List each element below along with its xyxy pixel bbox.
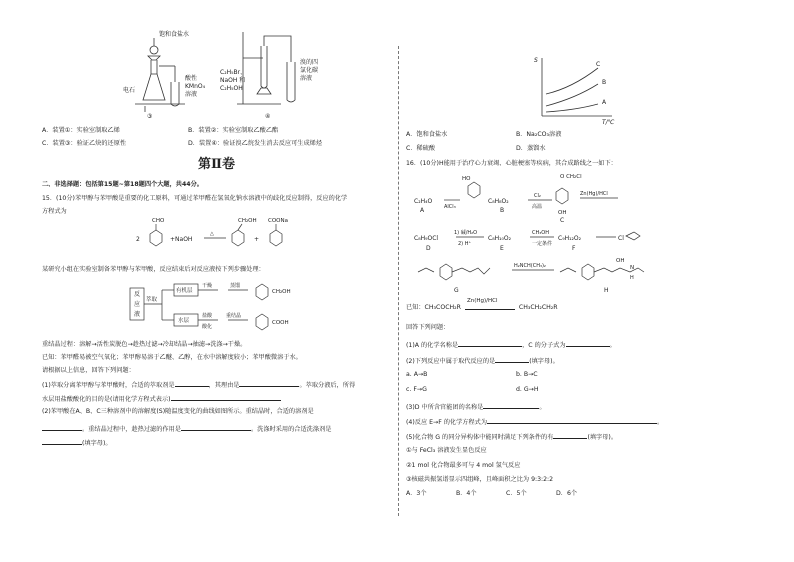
q16-instruction: 回答下列问题： <box>406 324 450 331</box>
q16-p4a: (4)反应 E→F 的化学方程式为 <box>406 419 488 426</box>
device-3-number: ③ <box>147 113 153 120</box>
scheme-c: C <box>560 217 565 224</box>
q15-intro-1: 15．(10分)苯甲醇与苯甲酸是重要的化工原料，可通过苯甲醛在氢氧化钠水溶液中的歧化反应制得，反应的化学 <box>42 195 348 202</box>
phenol-ring <box>468 182 480 198</box>
curve-c-label: C <box>596 61 601 68</box>
product1-ring <box>256 284 268 300</box>
flow-organic-layer: 有机层 <box>176 288 193 294</box>
scheme-ch2cl: O CH₂Cl <box>560 174 582 180</box>
scheme-nh-h: H <box>630 275 634 281</box>
column-divider <box>398 46 399 516</box>
q16-p2: (2)下列反应中属于取代反应的是 <box>406 358 496 365</box>
q15-known: 已知：苯甲醛易被空气氧化；苯甲醇易溶于乙醚、乙醇，在水中溶解度较小；苯甲酸微溶于水。 <box>42 354 302 361</box>
q16-p2-opt-c: c. F→G <box>406 386 427 393</box>
q15-intro-2: 方程式为 <box>42 208 67 215</box>
option-a: A．装置①：实验室制取乙烯 <box>42 127 120 134</box>
scheme-oh2: OH <box>616 258 625 264</box>
kmno4-label-2: KMnO₄ <box>185 83 206 90</box>
option-d: D．装置④：验证溴乙烷发生消去反应可生成烯烃 <box>188 140 323 147</box>
graph-y-label: S <box>534 57 538 64</box>
q16-known-arrow <box>465 297 515 310</box>
scheme-condition: 一定条件 <box>532 241 553 247</box>
q15-recryst-process: 重结晶过程：溶解→活性炭脱色→趁热过滤→冷却结晶→抽滤→洗涤→干燥。 <box>42 341 247 348</box>
flow-aqueous-layer: 水层 <box>178 318 190 324</box>
q16-p1c: 。 <box>609 342 616 349</box>
q16-part1 <box>406 340 616 350</box>
flow-dry: 干燥 <box>202 283 213 289</box>
q15-blank-5[interactable] <box>181 424 251 431</box>
curve-b-label: B <box>602 79 607 86</box>
graph-option-b: B．Na₂CO₃溶液 <box>516 131 562 138</box>
scheme-a: A <box>420 207 425 214</box>
q15-p2d: (填字母)。 <box>82 440 112 447</box>
scheme-c9h12o2: C₉H₁₂O₂ <box>558 235 582 242</box>
curve-a-label: A <box>602 99 607 106</box>
q15-p1a: (1)萃取分离苯甲醇与苯甲酸时，合适的萃取剂是 <box>42 382 175 389</box>
q15-blank-3[interactable] <box>171 394 281 401</box>
benzene-ring-2 <box>232 230 244 246</box>
svg-text:+: + <box>254 236 260 243</box>
scheme-c8h9ocl: C₈H₉OCl <box>414 235 439 242</box>
synthesis-scheme <box>404 170 774 300</box>
scheme-alcl3: AlCl₃ <box>444 204 456 210</box>
scheme-ch3oh: CH₃OH <box>532 230 549 236</box>
q16-p4b: 。 <box>657 419 664 426</box>
q15-p2a: (2)苯甲酸在A、B、C三种溶剂中的溶解度(S)随温度变化的曲线如图所示。重结晶时，合适的溶剂是 <box>42 408 314 415</box>
q15-part2-line3 <box>42 438 112 448</box>
scheme-cl2: Cl₂ <box>534 193 541 199</box>
option-c: C．装置③：验证乙炔的还原性 <box>42 140 127 147</box>
option-b: B．装置②：实验室制取乙酸乙酯 <box>188 127 279 134</box>
q16-known-a: 已知：CH₃COCH₂R <box>406 304 461 311</box>
graph-option-d: D．蒸馏水 <box>516 145 546 152</box>
q15-blank-6[interactable] <box>42 438 82 445</box>
q16-p2-opt-a: a. A→B <box>406 371 428 378</box>
q16-part4 <box>406 417 663 427</box>
scheme-zn-hg: Zn(Hg)/HCl <box>580 191 608 197</box>
q16-part2 <box>406 356 559 366</box>
reagent-label-3: C₂H₅OH <box>220 85 243 92</box>
q15-equation <box>130 216 350 256</box>
scheme-oh: OH <box>558 210 567 216</box>
calcium-carbide-label: 电石 <box>123 87 136 94</box>
eq-coona: COONa <box>268 218 288 224</box>
q15-p2b: 。重结晶过程中，趁热过滤的作用是 <box>82 426 181 433</box>
scheme-c8h8o2: C₈H₈O₂ <box>488 198 509 205</box>
eq-coefficient: 2 <box>136 236 140 243</box>
q16-p5b: (填字母)。 <box>587 434 618 441</box>
scheme-b: B <box>500 207 505 214</box>
q16-part5 <box>406 432 617 442</box>
q15-part1-line1 <box>42 380 355 390</box>
scheme-d: D <box>426 245 431 252</box>
compound-g-ring <box>440 264 452 280</box>
scheme-h-step: 2) H⁺ <box>458 241 472 247</box>
q16-p2-opt-b: b. B→C <box>516 371 538 378</box>
benzene-ring-3 <box>270 230 282 246</box>
bromine-label-2: 氯化碳 <box>300 67 319 74</box>
q16-blank-4[interactable] <box>483 402 539 409</box>
q16-known <box>406 297 558 312</box>
q16-blank-3[interactable] <box>495 356 529 363</box>
scheme-ho: HO <box>462 176 471 182</box>
q15-blank-1[interactable] <box>175 380 209 387</box>
q16-p2-opt-d: d. G→H <box>516 386 539 393</box>
q15-part2-line2 <box>42 424 331 434</box>
q15-blank-4[interactable] <box>42 424 82 431</box>
flow-recrystallize: 重结晶 <box>226 313 242 319</box>
compound-h-ring <box>582 264 594 280</box>
flow-product1: CH₂OH <box>272 289 291 295</box>
q16-blank-5[interactable] <box>487 417 657 424</box>
q16-blank-6[interactable] <box>553 432 587 439</box>
eq-plus-naoh: +NaOH <box>170 236 193 243</box>
saturated-brine-label: 饱和食盐水 <box>159 31 190 38</box>
flow-reaction-2: 应 <box>134 301 141 308</box>
flow-product2: COOH <box>272 320 289 326</box>
scheme-e: E <box>500 245 504 252</box>
q16-p3a: (3)D 中所含官能团的名称是 <box>406 404 484 411</box>
scheme-reagent-h: H₂NCH(CH₃)₂ <box>514 263 546 269</box>
scheme-naoh-step: 1) 碱/H₂O <box>454 230 478 236</box>
q16-final-opt-c: C．5个 <box>506 490 527 497</box>
curve-a <box>546 104 598 112</box>
scheme-h: H <box>604 287 609 294</box>
kmno4-label-1: 酸性 <box>185 75 198 82</box>
q15-p1b: ，其理由是 <box>208 382 240 389</box>
q16-final-opt-b: B．4个 <box>456 490 477 497</box>
left-column <box>30 0 395 562</box>
scheme-f: F <box>572 245 576 252</box>
device-4-number: ④ <box>265 113 271 120</box>
solubility-graph <box>532 54 622 126</box>
curve-b <box>546 84 598 106</box>
q15-process-intro: 某研究小组在实验室制备苯甲醇与苯甲酸，反应结束后对反应液按下列步骤处理： <box>42 266 265 273</box>
q15-flowchart <box>128 278 358 334</box>
q16-p2b: (填字母)。 <box>529 358 559 365</box>
curve-c <box>546 68 598 94</box>
q16-part3 <box>406 402 546 412</box>
apparatus-3 <box>135 38 185 112</box>
section-title: 第Ⅱ卷 <box>198 157 235 172</box>
graph-x-label: T/℃ <box>602 119 615 126</box>
flow-reaction-3: 液 <box>134 311 141 318</box>
kmno4-label-3: 溶液 <box>185 91 198 98</box>
flow-acidify: 酸化 <box>202 324 213 330</box>
graph-option-a: A．饱和食盐水 <box>406 131 448 138</box>
bromine-label-3: 溶液 <box>300 75 313 82</box>
q15-part1-line2 <box>42 394 281 404</box>
eq-ch2oh: CH₂OH <box>238 218 257 224</box>
q16-intro: 16．(10分)H能用于治疗心力衰竭、心脏梗塞等疾病，其合成路线之一如下： <box>406 160 617 167</box>
q15-instruction: 请根据以上信息，回答下列问题： <box>42 367 135 374</box>
reagent-label-2: NaOH 和 <box>220 77 246 84</box>
q15-p1d: 水层用盐酸酸化的目的是(请用化学方程式表示) <box>42 396 171 403</box>
q16-p1a: (1)A 的化学名称是 <box>406 342 459 349</box>
apparatus-figure <box>115 22 355 120</box>
q15-part2-line1 <box>42 408 314 416</box>
eq-cho: CHO <box>152 218 165 224</box>
compound-c-ring <box>556 188 568 204</box>
flow-reaction-1: 反 <box>134 291 141 298</box>
scheme-gaowen: 高温 <box>532 204 543 210</box>
q16-condition-1: ①与 FeCl₃ 溶液发生显色反应 <box>406 447 487 454</box>
q16-blank-1[interactable] <box>458 340 522 347</box>
q16-blank-2[interactable] <box>566 340 610 347</box>
section-note: 二、非选择题：包括第15题~第18题四个大题，共44分。 <box>42 181 203 188</box>
scheme-c2h4o: C₂H₄O <box>414 198 433 205</box>
q16-condition-3: ③核磁共振氢谱显示四组峰，且峰面积之比为 9:3:2:2 <box>406 476 554 483</box>
scheme-c8h10o2: C₈H₁₀O₂ <box>488 235 512 242</box>
q16-final-opt-a: A．3个 <box>406 490 427 497</box>
right-column <box>404 0 774 562</box>
flow-distill: 蒸馏 <box>230 283 241 289</box>
q16-final-opt-d: D．6个 <box>556 490 578 497</box>
q16-p1b: ，C 的分子式为 <box>522 342 566 349</box>
flow-hcl: 盐酸 <box>202 313 213 319</box>
apparatus-4 <box>237 32 295 104</box>
q15-p2c: 。洗涤时采用的合适洗涤剂是 <box>251 426 332 433</box>
q16-p3b: 。 <box>539 404 546 411</box>
scheme-n: N <box>630 265 635 271</box>
eq-heat: △ <box>210 231 214 237</box>
q15-blank-2[interactable] <box>239 380 299 387</box>
bromine-label-1: 溴的四 <box>300 59 319 66</box>
flow-extraction: 萃取 <box>146 297 158 303</box>
reagent-label-1: C₂H₅Br、 <box>220 69 247 76</box>
scheme-cl: Cl <box>618 235 624 242</box>
q16-known-c: CH₃CH₂CH₂R <box>518 304 558 311</box>
product2-ring <box>256 314 268 330</box>
q15-p1c: 。萃取分液后，所得 <box>299 382 356 389</box>
q16-known-b: Zn(Hg)/HCl <box>466 297 498 304</box>
q16-p5a: (5)化合物 G 的同分异构体中能同时满足下列条件的有 <box>406 434 554 441</box>
benzene-ring-1 <box>150 230 162 246</box>
q16-condition-2: ②1 mol 化合物最多可与 4 mol 氢气反应 <box>406 462 521 469</box>
scheme-g: G <box>454 287 459 294</box>
graph-option-c: C．稀硫酸 <box>406 145 436 152</box>
